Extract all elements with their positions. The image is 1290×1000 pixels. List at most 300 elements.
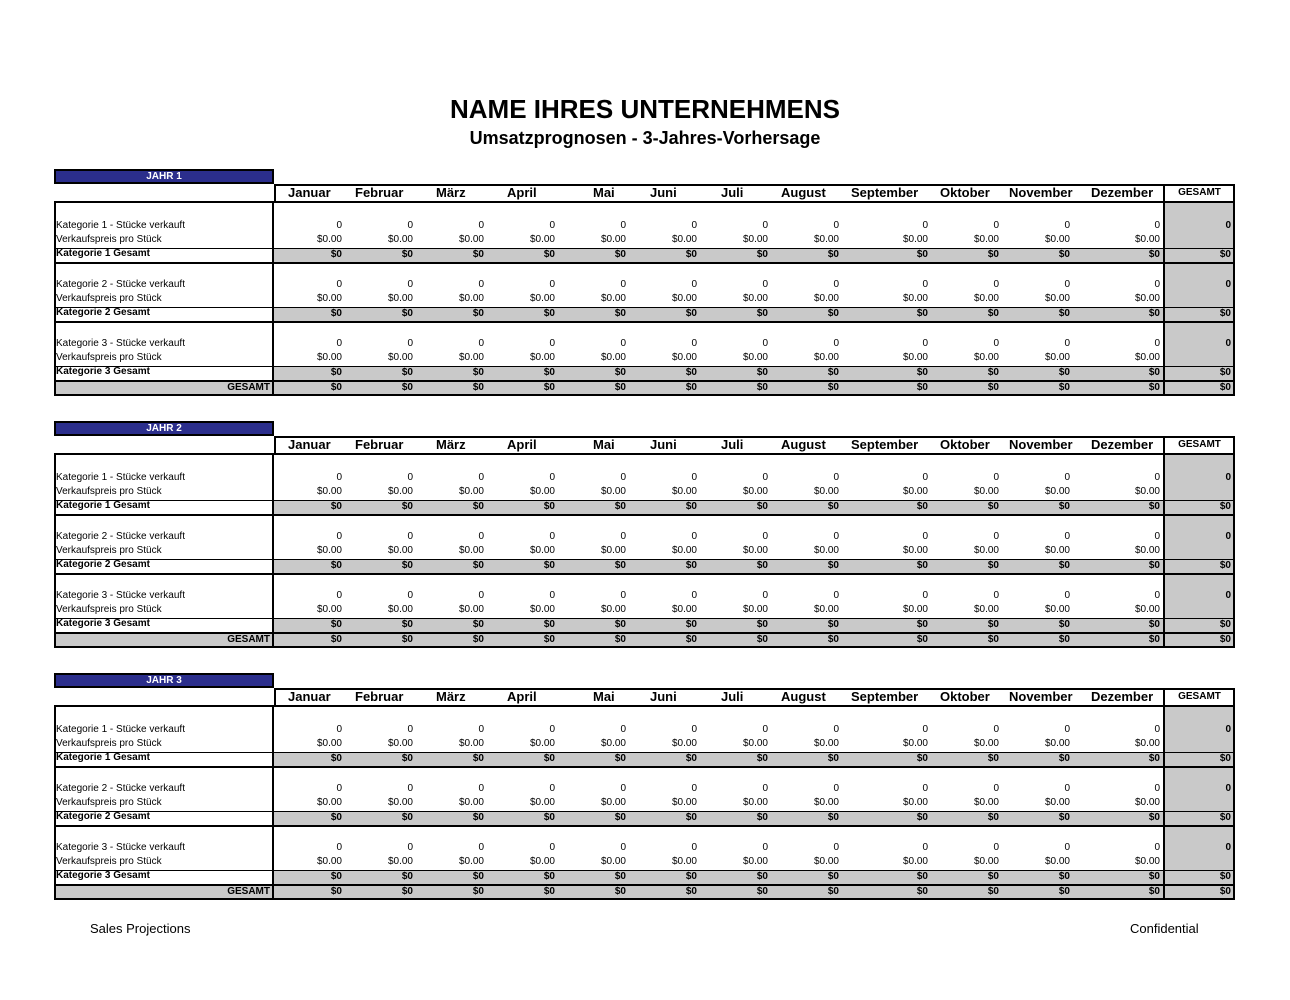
category-total-cell: $0 — [1148, 501, 1160, 512]
unit-price-cell: $0.00 — [458, 234, 484, 245]
units-sold-cell: 0 — [478, 472, 484, 483]
units-sold-cell: 0 — [407, 724, 413, 735]
units-year-total-cell: 0 — [1225, 472, 1231, 483]
row-label-category-total — [56, 559, 150, 571]
unit-price-cell: $0.00 — [973, 797, 999, 808]
unit-price-cell: $0.00 — [1134, 352, 1160, 363]
units-sold-cell: 0 — [993, 590, 999, 601]
month-header-1: Januar — [288, 185, 331, 200]
unit-price-cell: $0.00 — [671, 604, 697, 615]
units-sold-cell: 0 — [336, 724, 342, 735]
unit-price-cell: $0.00 — [458, 797, 484, 808]
grand-total-month-cell: $0 — [1058, 886, 1070, 897]
unit-price-cell: $0.00 — [529, 797, 555, 808]
unit-price-cell: $0.00 — [742, 604, 768, 615]
grand-total-month-cell: $0 — [543, 382, 555, 393]
category-total-cell: $0 — [614, 308, 626, 319]
grand-total-month-cell: $0 — [827, 634, 839, 645]
total-column-divider — [1163, 688, 1165, 900]
category-total-cell: $0 — [472, 501, 484, 512]
unit-price-cell: $0.00 — [458, 738, 484, 749]
grand-total-label: GESAMT — [227, 634, 270, 645]
row-label-units-text: Stücke verkauft — [116, 220, 185, 231]
row-label-separator: - — [107, 279, 117, 290]
unit-price-cell: $0.00 — [316, 545, 342, 556]
grand-total-month-cell: $0 — [1148, 634, 1160, 645]
unit-price-cell: $0.00 — [387, 293, 413, 304]
units-sold-cell: 0 — [478, 724, 484, 735]
unit-price-cell: $0.00 — [1044, 486, 1070, 497]
category-total-cell: $0 — [685, 501, 697, 512]
units-sold-cell: 0 — [993, 531, 999, 542]
category-total-cell: $0 — [827, 249, 839, 260]
category-year-total-cell: $0 — [1219, 367, 1231, 378]
row-divider — [54, 825, 1235, 827]
category-total-cell: $0 — [1148, 308, 1160, 319]
unit-price-cell: $0.00 — [813, 856, 839, 867]
category-total-cell: $0 — [987, 619, 999, 630]
category-total-cell: $0 — [401, 619, 413, 630]
unit-price-cell: $0.00 — [813, 545, 839, 556]
unit-price-cell: $0.00 — [458, 486, 484, 497]
row-label-separator: - — [107, 590, 117, 601]
grand-total-month-cell: $0 — [987, 886, 999, 897]
units-year-total-cell: 0 — [1225, 783, 1231, 794]
category-total-cell: $0 — [614, 871, 626, 882]
unit-price-cell: $0.00 — [902, 352, 928, 363]
month-header-3: März — [436, 185, 466, 200]
category-total-cell: $0 — [827, 308, 839, 319]
units-sold-cell: 0 — [993, 472, 999, 483]
grand-total-year-cell: $0 — [1219, 886, 1231, 897]
units-sold-cell: 0 — [407, 842, 413, 853]
units-sold-cell: 0 — [620, 590, 626, 601]
units-sold-cell: 0 — [922, 531, 928, 542]
category-name: Kategorie 2 — [56, 559, 111, 570]
category-name: Kategorie 2 — [56, 811, 111, 822]
category-total-cell: $0 — [756, 871, 768, 882]
units-sold-cell: 0 — [620, 338, 626, 349]
units-sold-cell: 0 — [833, 338, 839, 349]
units-sold-cell: 0 — [993, 842, 999, 853]
units-sold-cell: 0 — [691, 590, 697, 601]
units-sold-cell: 0 — [1154, 531, 1160, 542]
row-label-units-text: Stücke verkauft — [116, 783, 185, 794]
category-total-cell: $0 — [916, 308, 928, 319]
row-label-total-text: Gesamt — [113, 870, 150, 881]
category-total-cell: $0 — [1148, 753, 1160, 764]
category-name: Kategorie 3 — [56, 338, 108, 349]
category-name: Kategorie 2 — [56, 307, 111, 318]
category-total-cell: $0 — [472, 619, 484, 630]
grand-total-month-cell: $0 — [401, 886, 413, 897]
grand-total-month-cell: $0 — [987, 634, 999, 645]
units-sold-cell: 0 — [833, 472, 839, 483]
category-name: Kategorie 2 — [56, 279, 108, 290]
grand-total-month-cell: $0 — [1148, 886, 1160, 897]
units-sold-cell: 0 — [336, 531, 342, 542]
units-sold-cell: 0 — [478, 590, 484, 601]
category-total-cell: $0 — [685, 308, 697, 319]
category-name: Kategorie 1 — [56, 752, 111, 763]
category-total-cell: $0 — [543, 753, 555, 764]
category-total-cell: $0 — [987, 753, 999, 764]
category-total-cell: $0 — [401, 249, 413, 260]
units-sold-cell: 0 — [762, 590, 768, 601]
unit-price-cell: $0.00 — [1134, 797, 1160, 808]
category-total-cell: $0 — [685, 560, 697, 571]
category-total-cell: $0 — [987, 871, 999, 882]
grand-total-month-cell: $0 — [614, 886, 626, 897]
row-label-price: Verkaufspreis pro Stück — [56, 234, 162, 245]
row-divider — [54, 632, 1235, 633]
unit-price-cell: $0.00 — [1044, 856, 1070, 867]
unit-price-cell: $0.00 — [973, 604, 999, 615]
category-total-cell: $0 — [756, 812, 768, 823]
row-label-total-text: Gesamt — [113, 500, 150, 511]
row-label-separator: - — [107, 220, 117, 231]
units-sold-cell: 0 — [549, 531, 555, 542]
row-label-units — [56, 531, 185, 543]
month-header-9: September — [851, 689, 919, 704]
unit-price-cell: $0.00 — [387, 545, 413, 556]
unit-price-cell: $0.00 — [529, 234, 555, 245]
units-sold-cell: 0 — [691, 338, 697, 349]
unit-price-cell: $0.00 — [742, 738, 768, 749]
year-table — [54, 688, 1235, 900]
category-name: Kategorie 2 — [56, 531, 108, 542]
grand-total-month-cell: $0 — [472, 634, 484, 645]
category-year-total-cell: $0 — [1219, 812, 1231, 823]
month-header-5: Mai — [593, 689, 615, 704]
units-sold-cell: 0 — [1154, 724, 1160, 735]
category-total-cell: $0 — [827, 871, 839, 882]
units-sold-cell: 0 — [833, 220, 839, 231]
units-sold-cell: 0 — [1064, 472, 1070, 483]
row-label-units — [56, 842, 185, 854]
category-name: Kategorie 1 — [56, 724, 108, 735]
units-sold-cell: 0 — [762, 472, 768, 483]
category-year-total-cell: $0 — [1219, 249, 1231, 260]
units-sold-cell: 0 — [922, 842, 928, 853]
units-sold-cell: 0 — [620, 279, 626, 290]
units-sold-cell: 0 — [620, 472, 626, 483]
row-label-total-text: Gesamt — [113, 618, 150, 629]
row-divider — [54, 573, 1235, 575]
units-year-total-cell: 0 — [1225, 842, 1231, 853]
month-header-11: November — [1009, 689, 1073, 704]
units-sold-cell: 0 — [1064, 531, 1070, 542]
month-header-10: Oktober — [940, 689, 990, 704]
category-total-cell: $0 — [916, 249, 928, 260]
units-sold-cell: 0 — [478, 338, 484, 349]
unit-price-cell: $0.00 — [458, 545, 484, 556]
total-column-header: GESAMT — [1178, 187, 1221, 198]
category-total-cell: $0 — [330, 812, 342, 823]
row-label-category-total — [56, 870, 150, 882]
month-header-9: September — [851, 185, 919, 200]
units-sold-cell: 0 — [549, 842, 555, 853]
category-total-cell: $0 — [401, 501, 413, 512]
unit-price-cell: $0.00 — [902, 797, 928, 808]
unit-price-cell: $0.00 — [671, 797, 697, 808]
unit-price-cell: $0.00 — [529, 604, 555, 615]
category-total-cell: $0 — [756, 560, 768, 571]
grand-total-month-cell: $0 — [401, 634, 413, 645]
category-total-cell: $0 — [756, 619, 768, 630]
row-label-price: Verkaufspreis pro Stück — [56, 797, 162, 808]
unit-price-cell: $0.00 — [671, 352, 697, 363]
category-total-cell: $0 — [614, 753, 626, 764]
units-sold-cell: 0 — [1064, 279, 1070, 290]
month-header-10: Oktober — [940, 185, 990, 200]
unit-price-cell: $0.00 — [813, 738, 839, 749]
row-label-units-text: Stücke verkauft — [116, 842, 185, 853]
total-column-header: GESAMT — [1178, 439, 1221, 450]
category-total-cell: $0 — [756, 308, 768, 319]
unit-price-cell: $0.00 — [387, 797, 413, 808]
unit-price-cell: $0.00 — [387, 604, 413, 615]
unit-price-cell: $0.00 — [813, 234, 839, 245]
grand-total-month-cell: $0 — [685, 886, 697, 897]
total-column-divider — [1163, 184, 1165, 396]
row-label-separator: - — [107, 531, 117, 542]
category-total-cell: $0 — [330, 308, 342, 319]
unit-price-cell: $0.00 — [902, 738, 928, 749]
category-total-cell: $0 — [685, 249, 697, 260]
row-label-units-text: Stücke verkauft — [116, 531, 185, 542]
grand-total-month-cell: $0 — [472, 382, 484, 393]
month-header-8: August — [781, 689, 826, 704]
row-label-category-total — [56, 500, 150, 512]
category-total-cell: $0 — [1058, 560, 1070, 571]
grand-total-month-cell: $0 — [614, 382, 626, 393]
month-header-3: März — [436, 689, 466, 704]
category-total-cell: $0 — [756, 753, 768, 764]
row-label-price: Verkaufspreis pro Stück — [56, 352, 162, 363]
month-header-8: August — [781, 185, 826, 200]
units-sold-cell: 0 — [407, 338, 413, 349]
month-header-7: Juli — [721, 185, 744, 200]
month-header-2: Februar — [355, 689, 404, 704]
category-total-cell: $0 — [1148, 560, 1160, 571]
category-name: Kategorie 1 — [56, 472, 108, 483]
month-header-11: November — [1009, 185, 1073, 200]
month-header-12: Dezember — [1091, 185, 1154, 200]
month-header-5: Mai — [593, 185, 615, 200]
unit-price-cell: $0.00 — [902, 856, 928, 867]
units-sold-cell: 0 — [762, 783, 768, 794]
unit-price-cell: $0.00 — [1134, 234, 1160, 245]
row-label-category-total — [56, 248, 150, 260]
unit-price-cell: $0.00 — [458, 293, 484, 304]
unit-price-cell: $0.00 — [1044, 234, 1070, 245]
unit-price-cell: $0.00 — [813, 486, 839, 497]
units-sold-cell: 0 — [922, 783, 928, 794]
category-total-cell: $0 — [330, 753, 342, 764]
units-sold-cell: 0 — [1064, 590, 1070, 601]
row-label-separator: - — [107, 338, 117, 349]
category-total-cell: $0 — [472, 308, 484, 319]
unit-price-cell: $0.00 — [529, 486, 555, 497]
units-sold-cell: 0 — [993, 220, 999, 231]
grand-total-month-cell: $0 — [987, 382, 999, 393]
units-sold-cell: 0 — [478, 783, 484, 794]
units-sold-cell: 0 — [478, 842, 484, 853]
row-divider — [54, 766, 1235, 768]
unit-price-cell: $0.00 — [316, 234, 342, 245]
units-sold-cell: 0 — [549, 783, 555, 794]
category-total-cell: $0 — [401, 367, 413, 378]
row-label-units-text: Stücke verkauft — [116, 590, 185, 601]
month-header-5: Mai — [593, 437, 615, 452]
units-sold-cell: 0 — [762, 338, 768, 349]
row-label-category-total — [56, 618, 150, 630]
unit-price-cell: $0.00 — [600, 856, 626, 867]
category-total-cell: $0 — [401, 812, 413, 823]
unit-price-cell: $0.00 — [1134, 293, 1160, 304]
grand-total-label: GESAMT — [227, 886, 270, 897]
units-sold-cell: 0 — [549, 724, 555, 735]
unit-price-cell: $0.00 — [813, 604, 839, 615]
row-label-separator: - — [107, 724, 117, 735]
unit-price-cell: $0.00 — [973, 738, 999, 749]
units-sold-cell: 0 — [833, 531, 839, 542]
units-sold-cell: 0 — [993, 783, 999, 794]
grand-total-month-cell: $0 — [330, 886, 342, 897]
total-column-header: GESAMT — [1178, 691, 1221, 702]
units-sold-cell: 0 — [549, 590, 555, 601]
category-total-cell: $0 — [916, 871, 928, 882]
unit-price-cell: $0.00 — [902, 545, 928, 556]
units-sold-cell: 0 — [336, 783, 342, 794]
units-sold-cell: 0 — [1154, 590, 1160, 601]
year-block — [54, 169, 1235, 397]
units-sold-cell: 0 — [1064, 783, 1070, 794]
unit-price-cell: $0.00 — [600, 293, 626, 304]
unit-price-cell: $0.00 — [600, 604, 626, 615]
row-label-units — [56, 724, 185, 736]
units-sold-cell: 0 — [1064, 724, 1070, 735]
unit-price-cell: $0.00 — [387, 738, 413, 749]
unit-price-cell: $0.00 — [600, 738, 626, 749]
unit-price-cell: $0.00 — [600, 486, 626, 497]
unit-price-cell: $0.00 — [671, 856, 697, 867]
category-total-cell: $0 — [614, 501, 626, 512]
unit-price-cell: $0.00 — [742, 545, 768, 556]
year-block — [54, 421, 1235, 649]
unit-price-cell: $0.00 — [387, 486, 413, 497]
unit-price-cell: $0.00 — [316, 486, 342, 497]
month-header-11: November — [1009, 437, 1073, 452]
units-sold-cell: 0 — [691, 842, 697, 853]
category-year-total-cell: $0 — [1219, 308, 1231, 319]
category-total-cell: $0 — [756, 501, 768, 512]
units-sold-cell: 0 — [478, 531, 484, 542]
unit-price-cell: $0.00 — [742, 234, 768, 245]
category-total-cell: $0 — [543, 249, 555, 260]
units-year-total-cell: 0 — [1225, 531, 1231, 542]
unit-price-cell: $0.00 — [1044, 545, 1070, 556]
month-header-2: Februar — [355, 437, 404, 452]
units-year-total-cell: 0 — [1225, 338, 1231, 349]
category-total-cell: $0 — [543, 308, 555, 319]
row-label-units — [56, 338, 185, 350]
unit-price-cell: $0.00 — [1044, 352, 1070, 363]
year-label-badge: JAHR 3 — [54, 673, 274, 688]
unit-price-cell: $0.00 — [973, 856, 999, 867]
category-total-cell: $0 — [472, 812, 484, 823]
row-label-category-total — [56, 366, 150, 378]
grand-total-month-cell: $0 — [756, 382, 768, 393]
units-sold-cell: 0 — [336, 220, 342, 231]
month-header-9: September — [851, 437, 919, 452]
month-header-6: Juni — [650, 689, 677, 704]
units-sold-cell: 0 — [336, 279, 342, 290]
grand-total-year-cell: $0 — [1219, 382, 1231, 393]
units-sold-cell: 0 — [691, 724, 697, 735]
unit-price-cell: $0.00 — [973, 293, 999, 304]
month-header-6: Juni — [650, 185, 677, 200]
unit-price-cell: $0.00 — [316, 797, 342, 808]
unit-price-cell: $0.00 — [529, 293, 555, 304]
unit-price-cell: $0.00 — [600, 352, 626, 363]
units-sold-cell: 0 — [762, 724, 768, 735]
category-total-cell: $0 — [827, 812, 839, 823]
grand-total-month-cell: $0 — [916, 886, 928, 897]
category-total-cell: $0 — [1148, 812, 1160, 823]
category-total-cell: $0 — [330, 501, 342, 512]
row-divider — [54, 380, 1235, 381]
category-total-cell: $0 — [1148, 249, 1160, 260]
unit-price-cell: $0.00 — [529, 738, 555, 749]
category-total-cell: $0 — [827, 501, 839, 512]
unit-price-cell: $0.00 — [813, 352, 839, 363]
grand-total-month-cell: $0 — [1058, 634, 1070, 645]
row-label-separator: - — [107, 472, 117, 483]
category-total-cell: $0 — [685, 812, 697, 823]
units-sold-cell: 0 — [1064, 220, 1070, 231]
row-label-total-text: Gesamt — [113, 559, 150, 570]
units-sold-cell: 0 — [407, 472, 413, 483]
category-year-total-cell: $0 — [1219, 753, 1231, 764]
row-label-total-text: Gesamt — [113, 366, 150, 377]
row-label-total-text: Gesamt — [113, 307, 150, 318]
year-table — [54, 184, 1235, 396]
category-total-cell: $0 — [685, 871, 697, 882]
grand-total-month-cell: $0 — [756, 634, 768, 645]
category-total-cell: $0 — [1148, 871, 1160, 882]
category-total-cell: $0 — [543, 501, 555, 512]
unit-price-cell: $0.00 — [742, 797, 768, 808]
category-total-cell: $0 — [543, 560, 555, 571]
category-total-cell: $0 — [614, 560, 626, 571]
units-sold-cell: 0 — [762, 220, 768, 231]
grand-total-month-cell: $0 — [543, 886, 555, 897]
footer-right-text: Confidential — [1130, 921, 1199, 936]
category-year-total-cell: $0 — [1219, 871, 1231, 882]
category-total-cell: $0 — [472, 249, 484, 260]
grand-total-month-cell: $0 — [1148, 382, 1160, 393]
units-sold-cell: 0 — [762, 842, 768, 853]
row-divider — [54, 514, 1235, 516]
category-total-cell: $0 — [916, 753, 928, 764]
category-total-cell: $0 — [827, 367, 839, 378]
row-label-price: Verkaufspreis pro Stück — [56, 604, 162, 615]
units-sold-cell: 0 — [691, 220, 697, 231]
units-sold-cell: 0 — [336, 590, 342, 601]
category-name: Kategorie 3 — [56, 618, 111, 629]
